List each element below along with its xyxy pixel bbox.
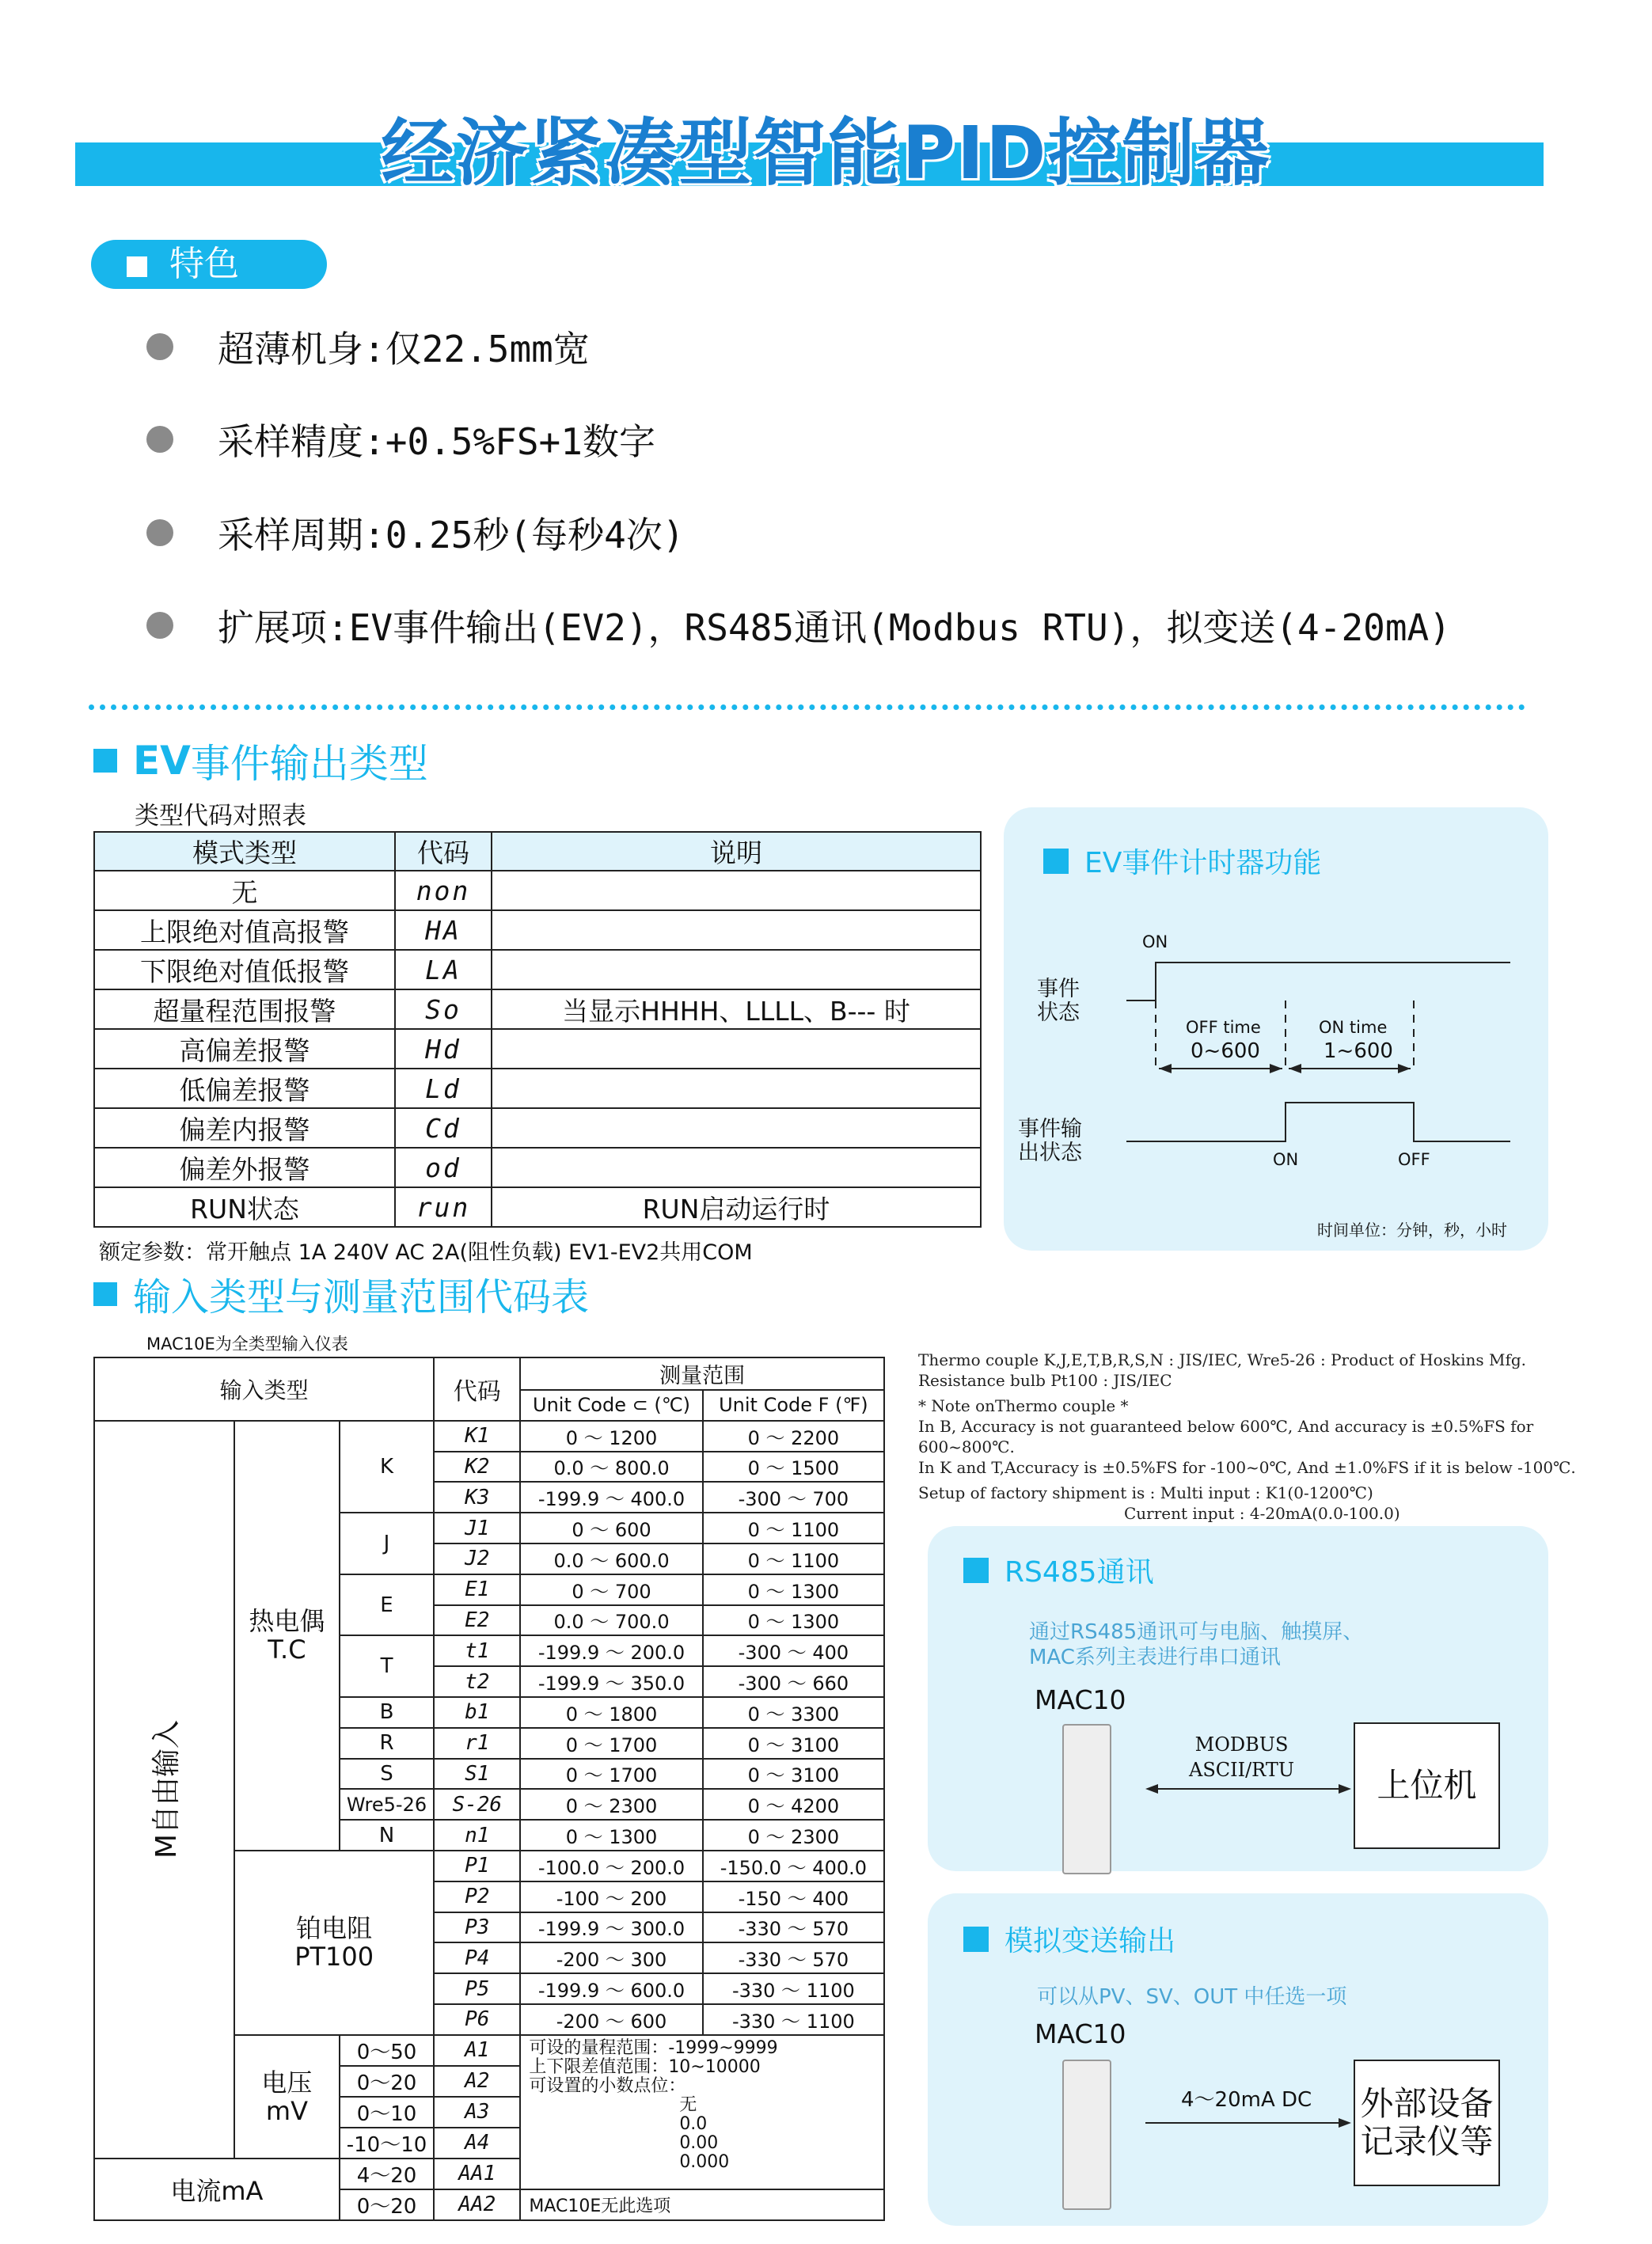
square-icon [963, 1927, 989, 1952]
square-icon [93, 749, 117, 773]
table-row: M自由输入 热电偶 T.C K K1 0 ～ 1200 0 ～ 2200 [94, 1421, 884, 1452]
tc-label: 热电偶 T.C [234, 1421, 340, 1851]
table-row: J J1 0 ～ 600 0 ～ 1100 [94, 1513, 884, 1543]
input-section-heading: 输入类型与测量范围代码表 [93, 1266, 589, 1321]
bidirectional-arrow-icon [1145, 1781, 1351, 1797]
table-row: K3 -199.9 ～ 400.0 -300 ～ 700 [94, 1482, 884, 1513]
timer-panel [1004, 807, 1548, 1251]
feature-item: 采样周期:0.25秒(每秒4次) [146, 507, 685, 559]
bullet-icon [146, 519, 173, 546]
analog-panel [928, 1893, 1548, 2226]
square-icon [93, 1282, 117, 1306]
signal-label: 4～20mA DC [1181, 2088, 1312, 2112]
off-time-label: OFF time [1186, 1018, 1261, 1037]
time-unit-note: 时间单位：分钟，秒，小时 [1317, 1221, 1507, 1240]
ev-table-caption: 类型代码对照表 [135, 802, 306, 830]
table-row: RUN状态 run RUN启动运行时 [94, 1187, 981, 1227]
col-header: 模式类型 [94, 832, 395, 871]
external-device-box: 外部设备 记录仪等 [1354, 2060, 1500, 2186]
table-row: S S1 0 ～ 1700 0 ～ 3100 [94, 1759, 884, 1790]
col-header: 输入类型 [94, 1357, 434, 1421]
feature-item: 采样精度:+0.5%FS+1数字 [146, 413, 655, 465]
features-heading: 特色 [91, 240, 327, 289]
table-row: 0～10 A3 [94, 2097, 884, 2128]
rs485-desc: 通过RS485通讯可与电脑、触摸屏、 MAC系列主表进行串口通讯 [1029, 1620, 1364, 1669]
ev-section-heading: EV 事件输出类型 [93, 732, 428, 789]
table-row: 0～20 A2 [94, 2066, 884, 2097]
table-row: 铂电阻 PT100 P1 -100.0 ～ 200.0 -150.0 ～ 400.0 [94, 1851, 884, 1881]
table-row: 电压 mV 0～50 A1 可设的量程范围：-1999~9999 上下限差值范围：10~10000 可设置的小数点位： 无 0.0 0.00 0.000 [94, 2035, 884, 2066]
table-row: P2 -100 ～ 200 -150 ～ 400 [94, 1881, 884, 1912]
table-row: R r1 0 ～ 1700 0 ～ 3100 [94, 1728, 884, 1759]
col-header: Unit Code ⊂ (℃) [520, 1390, 702, 1421]
table-row: P6 -200 ～ 600 -330 ～ 1100 [94, 2004, 884, 2035]
table-row: 电流mA 4～20 AA1 [94, 2159, 884, 2189]
on-time-range: 1~600 [1323, 1039, 1393, 1063]
table-row: 下限绝对值低报警 LA [94, 950, 981, 989]
square-icon [963, 1558, 989, 1583]
rs485-panel [928, 1526, 1548, 1871]
pt-label: 铂电阻 PT100 [234, 1851, 434, 2035]
group-label: M自由输入 [150, 1720, 184, 1859]
table-row: P5 -199.9 ～ 600.0 -330 ～ 1100 [94, 1973, 884, 2004]
col-header: 代码 [395, 832, 492, 871]
output-state-label: 事件输 出状态 [1018, 1117, 1082, 1165]
arrow-right-icon [1145, 2115, 1351, 2131]
table-row: t2 -199.9 ～ 350.0 -300 ～ 660 [94, 1666, 884, 1697]
table-row: 无 non [94, 871, 981, 910]
device-label: MAC10 [1035, 2018, 1126, 2049]
table-row: E E1 0 ～ 700 0 ～ 1300 [94, 1574, 884, 1605]
feature-item: 超薄机身:仅22.5mm宽 [146, 321, 590, 373]
col-header: Unit Code F (℉) [703, 1390, 884, 1421]
table-row: P3 -199.9 ～ 300.0 -330 ～ 570 [94, 1912, 884, 1943]
protocol-label: MODBUS ASCII/RTU [1189, 1733, 1295, 1781]
table-row: 高偏差报警 Hd [94, 1029, 981, 1069]
timing-diagram [1004, 807, 1548, 1251]
table-row: 低偏差报警 Ld [94, 1069, 981, 1108]
table-row: B b1 0 ～ 1800 0 ～ 3300 [94, 1697, 884, 1728]
bullet-icon [146, 333, 173, 360]
section-divider [89, 704, 1525, 710]
table-row: 偏差内报警 Cd [94, 1108, 981, 1148]
table-row: T t1 -199.9 ～ 200.0 -300 ～ 400 [94, 1635, 884, 1666]
off-time-range: 0~600 [1191, 1039, 1260, 1063]
bullet-icon [146, 426, 173, 453]
device-icon [1062, 2060, 1111, 2210]
table-row: 0～20 AA2 MAC10E无此选项 [94, 2189, 884, 2220]
mv-label: 电压 mV [234, 2035, 340, 2159]
table-row: 偏差外报警 od [94, 1148, 981, 1187]
table-row: E2 0.0 ～ 700.0 0 ～ 1300 [94, 1605, 884, 1636]
rs485-heading: RS485通讯 [963, 1550, 1154, 1590]
ev-type-table [93, 831, 982, 1228]
timer-heading: EV事件计时器功能 [1043, 841, 1321, 881]
feature-item: 扩展项:EV事件输出(EV2)，RS485通讯(Modbus RTU)，拟变送(4-20mA) [146, 599, 1451, 651]
event-state-label: 事件 状态 [1037, 977, 1080, 1025]
off-label: OFF [1398, 1150, 1430, 1169]
square-icon [127, 256, 147, 277]
col-header: 代码 [434, 1357, 520, 1421]
decimal-list: 无 0.0 0.00 0.000 [679, 2094, 730, 2172]
table-row: K2 0.0 ～ 800.0 0 ～ 1500 [94, 1452, 884, 1483]
host-box: 上位机 [1354, 1722, 1500, 1849]
on-time-label: ON time [1319, 1018, 1388, 1037]
table-row: 上限绝对值高报警 HA [94, 910, 981, 950]
input-caption: MAC10E为全类型输入仪表 [146, 1335, 348, 1354]
col-header: 说明 [492, 832, 981, 871]
thermocouple-notes: Thermo couple K,J,E,T,B,R,S,N : JIS/IEC, Wre5-26 : Product of Hoskins Mfg. Resistance bulb Pt100 : JIS/IEC * Note onThermo couple * In B, Accuracy is not guaranteed below 600℃, And accuracy is ±0.5%FS for 600~800℃. In K and T,Accuracy is ±0.5%FS for -100~0℃, And ±1.0%FS if it is below -100℃. Setup of factory shipment is : Multi input : K1(0-1200℃) Current input : 4-20mA(0.0-100.0) [918, 1350, 1576, 1523]
table-row: Wre5-26 S-26 0 ～ 2300 0 ～ 4200 [94, 1789, 884, 1820]
analog-desc: 可以从PV、SV、OUT 中任选一项 [1037, 1985, 1347, 2009]
table-row: P4 -200 ～ 300 -330 ～ 570 [94, 1942, 884, 1973]
page-title: 经济紧凑型智能PID控制器 [381, 111, 1271, 196]
col-header: 测量范围 [520, 1357, 884, 1390]
bullet-icon [146, 612, 173, 639]
on-label: ON [1273, 1150, 1299, 1169]
on-label: ON [1142, 932, 1168, 951]
analog-heading: 模拟变送输出 [963, 1919, 1175, 1959]
ma-label: 电流mA [94, 2159, 340, 2220]
mac10e-note: MAC10E无此选项 [520, 2189, 884, 2220]
device-label: MAC10 [1035, 1684, 1126, 1715]
table-row: J2 0.0 ～ 600.0 0 ～ 1100 [94, 1543, 884, 1574]
table-row: N n1 0 ～ 1300 0 ～ 2300 [94, 1820, 884, 1851]
table-row: -10～10 A4 [94, 2128, 884, 2159]
table-row: 超量程范围报警 So 当显示HHHH、LLLL、B--- 时 [94, 989, 981, 1029]
device-icon [1062, 1724, 1111, 1874]
analog-note-cell: 可设的量程范围：-1999~9999 上下限差值范围：10~10000 可设置的小数点位： 无 0.0 0.00 0.000 [520, 2035, 884, 2189]
input-range-table [93, 1357, 885, 2221]
rating-note: 额定参数：常开触点 1A 240V AC 2A(阻性负载) EV1-EV2共用COM [99, 1240, 753, 1265]
